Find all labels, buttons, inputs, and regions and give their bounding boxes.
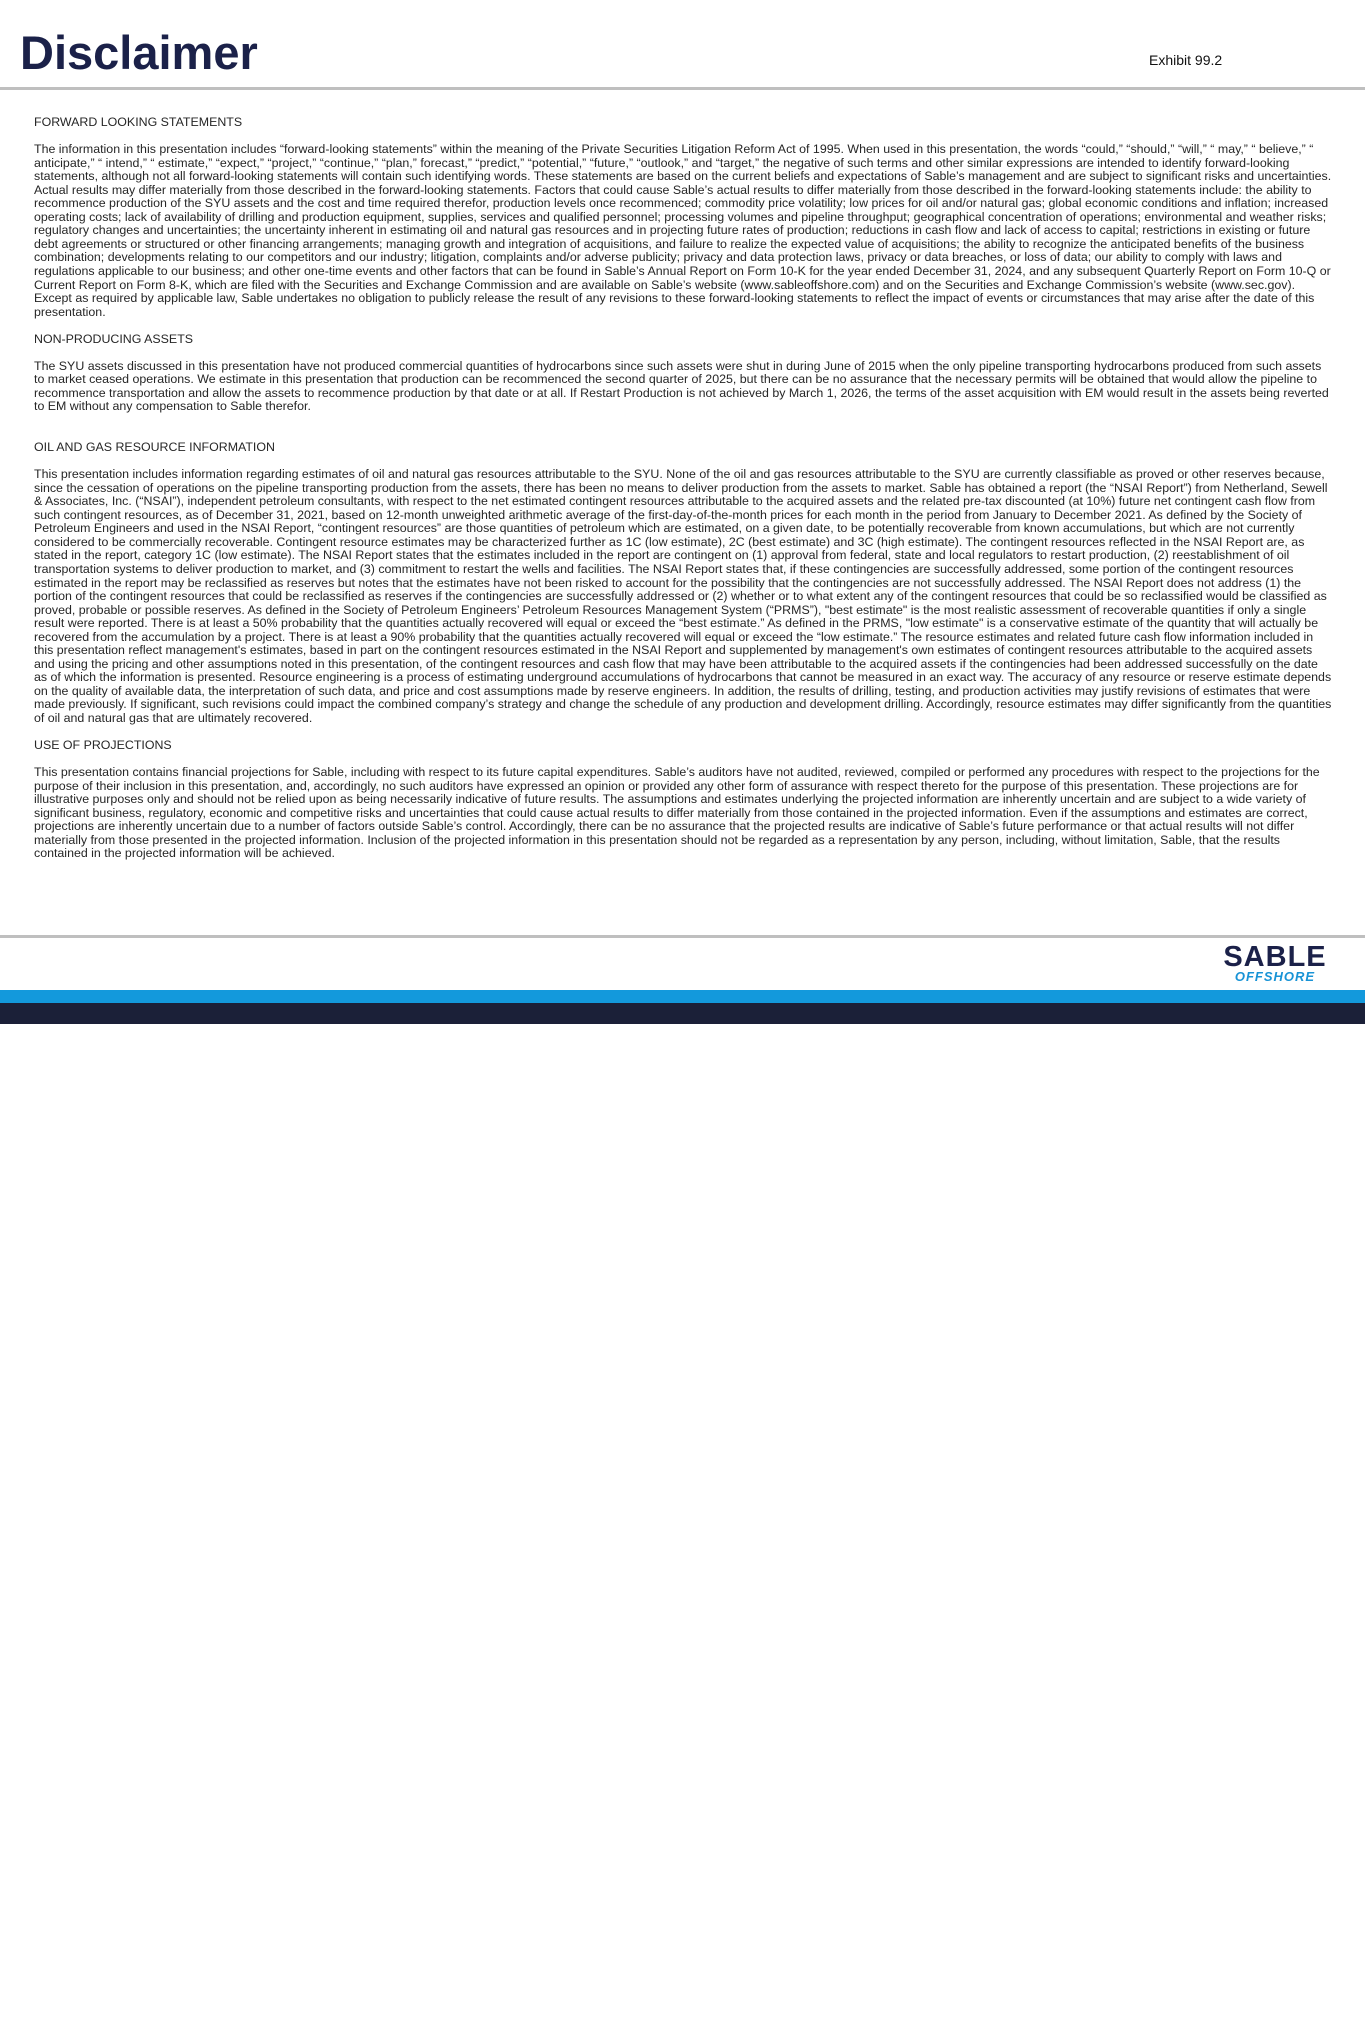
section-heading-projections: USE OF PROJECTIONS: [34, 738, 172, 753]
exhibit-label: Exhibit 99.2: [1149, 52, 1223, 68]
section-body-oil-gas-resource: This presentation includes information regarding estimates of oil and natural gas resources attributable to the SYU. None of the oil and gas resources attributable to the SYU are currently classifiable as proved or other reserves because, since the cessation of operations on the pipeline transporting production from the assets, there has been no means to deliver production from the assets to market. Sable has obtained a report (the “NSAI Report”) from Netherland, Sewell & Associates, Inc. (“NSAI”), independent petroleum consultants, with respect to the net estimated contingent resources attributable to the acquired assets and the related pre-tax discounted (at 10%) future net contingent cash flow from such contingent resources, as of December 31, 2021, based on 12-month unweighted arithmetic average of the first-day-of-the-month prices for each month in the period from January to December 2021. As defined by the Society of Petroleum Engineers and used in the NSAI Report, “contingent resources” are those quantities of petroleum which are estimated, on a given date, to be potentially recoverable from known accumulations, but which are not currently considered to be commercially recoverable. Contingent resource estimates may be characterized further as 1C (low estimate), 2C (best estimate) and 3C (high estimate). The contingent resources reflected in the NSAI Report are, as stated in the report, category 1C (low estimate). The NSAI Report states that the estimates included in the report are contingent on (1) approval from federal, state and local regulators to restart production, (2) reestablishment of oil transportation systems to deliver production to market, and (3) commitment to restart the wells and facilities. The NSAI Report states that, if these contingencies are successfully addressed, some portion of the contingent resources estimated in the report may be reclassified as reserves but notes that the estimates have not been risked to account for the possibility that the contingencies are not successfully addressed. The NSAI Report does not address (1) the portion of the contingent resources that could be reclassified as reserves if the contingencies are successfully addressed or (2) whether or to what extent any of the contingent resources that could be so reclassified would be classified as proved, probable or possible reserves. As defined in the Society of Petroleum Engineers’ Petroleum Resources Management System (“PRMS”), "best estimate" is the most realistic assessment of recoverable quantities if only a single result were reported. There is at least a 50% probability that the quantities actually recovered will equal or exceed the “best estimate.” As defined in the PRMS, "low estimate" is a conservative estimate of the quantity that will actually be recovered from the accumulation by a project. There is at least a 90% probability that the quantities actually recovered will equal or exceed the “low estimate.” The resource estimates and related future cash flow information included in this presentation reflect management's estimates, based in part on the contingent resources estimated in the NSAI Report and supplemented by management's own estimates of contingent resources attributable to the acquired assets and using the pricing and other assumptions noted in this presentation, of the contingent resources and cash flow that may have been attributable to the acquired assets if the contingencies had been addressed successfully on the date as of which the information is presented. Resource engineering is a process of estimating underground accumulations of hydrocarbons that cannot be measured in an exact way. The accuracy of any resource or reserve estimate depends on the quality of available data, the interpretation of such data, and price and cost assumptions made by reserve engineers. In addition, the results of drilling, testing, and production activities may justify revisions of estimates that were made previously. If significant, such revisions could impact the combined company’s strategy and change the schedule of any production and development drilling. Accordingly, resource estimates may differ significantly from the quantities of oil and natural gas that are ultimately recovered.: [34, 467, 1332, 725]
header-divider: [0, 87, 1365, 90]
section-body-projections: This presentation contains financial projections for Sable, including with respect to its future capital expenditures. Sable’s auditors have not audited, reviewed, compiled or performed any procedures with respect to the projections for the purpose of their inclusion in this presentation, and, accordingly, no such auditors have expressed an opinion or provided any other form of assurance with respect thereto for the purpose of this presentation. These projections are for illustrative purposes only and should not be relied upon as being necessarily indicative of future results. The assumptions and estimates underlying the projected information are inherently uncertain and are subject to a wide variety of significant business, regulatory, economic and competitive risks and uncertainties that could cause actual results to differ materially from those contained in the projected information. Even if the assumptions and estimates are correct, projections are inherently uncertain due to a number of factors outside Sable’s control. Accordingly, there can be no assurance that the projected results are indicative of Sable’s future performance or that actual results will not differ materially from those presented in the projected information. Inclusion of the projected information in this presentation should not be regarded as a representation by any person, including, without limitation, Sable, that the results contained in the projected information will be achieved.: [34, 765, 1320, 861]
disclaimer-body: [34, 116, 1334, 861]
section-body-forward-looking: The information in this presentation includes “forward-looking statements” within the meaning of the Private Securities Litigation Reform Act of 1995. When used in this presentation, the words “could,” “should,” “will,” “ may,” “ believe,” “ anticipate,” “ intend,” “ estimate,” “expect,” “project,” “continue,” “plan,” forecast,” “predict,” “potential,” “future,” “outlook,” and “target,” the negative of such terms and other similar expressions are intended to identify forward-looking statements, although not all forward-looking statements will contain such identifying words. These statements are based on the current beliefs and expectations of Sable’s management and are subject to significant risks and uncertainties. Actual results may differ materially from those described in the forward-looking statements. Factors that could cause Sable’s actual results to differ materially from those described in the forward-looking statements include: the ability to recommence production of the SYU assets and the cost and time required therefor, production levels once recommenced; commodity price volatility; low prices for oil and/or natural gas; global economic conditions and inflation; increased operating costs; lack of availability of drilling and production equipment, supplies, services and qualified personnel; processing volumes and pipeline throughput; geographical concentration of operations; environmental and weather risks; regulatory changes and uncertainties; the uncertainty inherent in estimating oil and natural gas resources and in projecting future rates of production; reductions in cash flow and lack of access to capital; restrictions in existing or future debt agreements or structured or other financing arrangements; managing growth and integration of acquisitions, and failure to realize the expected value of acquisitions; the ability to recognize the anticipated benefits of the business combination; developments relating to our competitors and our industry; litigation, complaints and/or adverse publicity; privacy and data protection laws, privacy or data breaches, or loss of data; our ability to comply with laws and regulations applicable to our business; and other one-time events and other factors that can be found in Sable’s Annual Report on Form 10-K for the year ended December 31, 2024, and any subsequent Quarterly Report on Form 10-Q or Current Report on Form 8-K, which are filed with the Securities and Exchange Commission and are available on Sable’s website (www.sableoffshore.com) and on the Securities and Exchange Commission’s website (www.sec.gov). Except as required by applicable law, Sable undertakes no obligation to publicly release the result of any revisions to these forward-looking statements to reflect the impact of events or circumstances that may arise after the date of this presentation.: [34, 142, 1332, 319]
section-heading-non-producing: NON-PRODUCING ASSETS: [34, 331, 194, 346]
section-heading-oil-gas-resource: OIL AND GAS RESOURCE INFORMATION: [34, 440, 275, 455]
section-heading-forward-looking: FORWARD LOOKING STATEMENTS: [34, 115, 243, 129]
footer-band: [0, 1003, 1365, 2025]
page-title: Disclaimer: [20, 26, 258, 79]
page-number: 2: [1339, 2008, 1348, 2025]
logo-subtitle: OFFSHORE: [1234, 969, 1316, 984]
section-body-non-producing: The SYU assets discussed in this presentation have not produced commercial quantities of hydrocarbons since such assets were shut in during June of 2015 when the only pipeline transporting hydrocarbons produced from such assets to market ceased operations. We estimate in this presentation that production can be recommenced the second quarter of 2025, but there can be no assurance that the necessary permits will be obtained that would allow the pipeline to recommence transportation and allow the assets to recommence production by that date or at all. If Restart Production is not achieved by March 1, 2026, the terms of the asset acquisition with EM would result in the assets being reverted to EM without any compensation to Sable therefor.: [34, 358, 1329, 414]
logo-wordmark: SABLE: [1223, 941, 1327, 973]
sable-offshore-logo: [1204, 941, 1346, 984]
footer-accent-band: [0, 990, 1365, 1003]
footer-divider: [0, 935, 1365, 938]
